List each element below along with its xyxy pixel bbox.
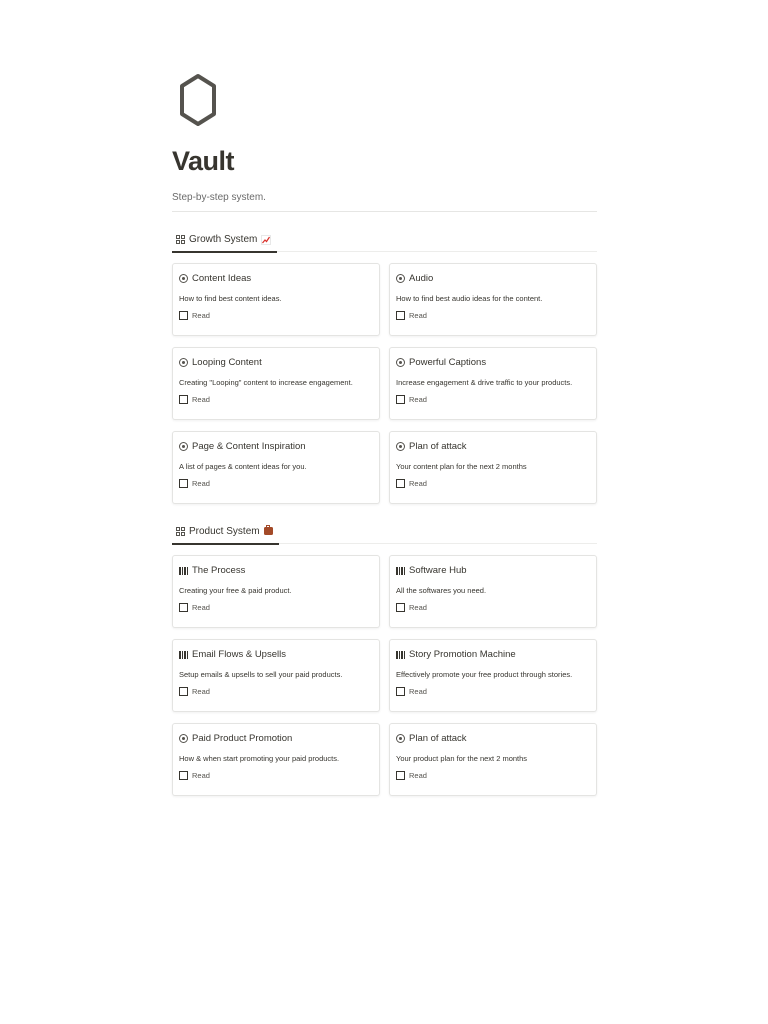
target-icon — [396, 442, 405, 451]
card-description: Effectively promote your free product through stories. — [396, 670, 573, 679]
read-label: Read — [409, 479, 427, 488]
page-subtitle: Step-by-step system. — [172, 192, 597, 212]
target-icon — [396, 358, 405, 367]
chart-increasing-icon — [261, 235, 271, 245]
card-title-row — [396, 440, 590, 453]
card-title: Page & Content Inspiration — [192, 441, 306, 452]
read-label: Read — [409, 603, 427, 612]
barcode-icon — [179, 651, 188, 659]
view-tab[interactable] — [172, 521, 279, 545]
view-tab-label: Growth System — [189, 234, 258, 245]
gallery-card[interactable] — [172, 347, 380, 420]
card-description: Your product plan for the next 2 months — [396, 754, 528, 763]
card-title: Paid Product Promotion — [192, 733, 293, 744]
gallery-card[interactable] — [172, 555, 380, 628]
card-description: A list of pages & content ideas for you. — [179, 462, 307, 471]
read-checkbox[interactable] — [179, 395, 188, 404]
read-checkbox[interactable] — [179, 603, 188, 612]
view-tab[interactable] — [172, 229, 277, 253]
gallery-card[interactable] — [172, 639, 380, 712]
card-title-row — [396, 732, 590, 745]
card-title-row — [179, 648, 373, 661]
card-description: Creating your free & paid product. — [179, 586, 292, 595]
read-property — [179, 395, 373, 404]
gallery-section — [172, 518, 597, 796]
read-checkbox[interactable] — [396, 395, 405, 404]
gallery-card[interactable] — [389, 347, 597, 420]
view-tab-bar — [172, 518, 597, 544]
barcode-icon — [396, 567, 405, 575]
read-property — [396, 771, 590, 780]
card-title: Looping Content — [192, 357, 262, 368]
read-property — [396, 395, 590, 404]
card-title-row — [179, 356, 373, 369]
read-property — [179, 479, 373, 488]
card-description: Creating "Looping" content to increase engagement. — [179, 378, 353, 387]
read-checkbox[interactable] — [396, 603, 405, 612]
view-tab-bar — [172, 226, 597, 252]
page — [172, 72, 597, 796]
card-description: How to find best audio ideas for the content. — [396, 294, 543, 303]
gallery-grid-icon — [176, 527, 185, 536]
card-description: All the softwares you need. — [396, 586, 487, 595]
card-title-row — [179, 732, 373, 745]
card-title-row — [179, 564, 373, 577]
hexagon-icon[interactable] — [176, 72, 220, 128]
read-label: Read — [192, 395, 210, 404]
gallery-section — [172, 226, 597, 504]
read-property — [396, 603, 590, 612]
card-description: How & when start promoting your paid products. — [179, 754, 340, 763]
card-title-row — [396, 648, 590, 661]
read-checkbox[interactable] — [396, 479, 405, 488]
read-property — [179, 603, 373, 612]
card-title: Plan of attack — [409, 441, 467, 452]
barcode-icon — [179, 567, 188, 575]
read-checkbox[interactable] — [396, 771, 405, 780]
target-icon — [179, 274, 188, 283]
card-title-row — [396, 272, 590, 285]
gallery-card[interactable] — [389, 263, 597, 336]
gallery-card[interactable] — [389, 555, 597, 628]
card-title-row — [396, 564, 590, 577]
card-title: Story Promotion Machine — [409, 649, 516, 660]
read-label: Read — [192, 311, 210, 320]
read-checkbox[interactable] — [179, 687, 188, 696]
gallery-card[interactable] — [389, 723, 597, 796]
read-checkbox[interactable] — [396, 687, 405, 696]
read-property — [396, 479, 590, 488]
read-property — [396, 687, 590, 696]
barcode-icon — [396, 651, 405, 659]
card-title: Email Flows & Upsells — [192, 649, 286, 660]
gallery-grid-icon — [176, 235, 185, 244]
target-icon — [179, 734, 188, 743]
card-title-row — [396, 356, 590, 369]
read-checkbox[interactable] — [179, 479, 188, 488]
gallery-card[interactable] — [172, 263, 380, 336]
card-title: The Process — [192, 565, 246, 576]
gallery-cards — [172, 555, 597, 796]
target-icon — [396, 734, 405, 743]
card-title: Plan of attack — [409, 733, 467, 744]
gallery-card[interactable] — [172, 431, 380, 504]
view-tab-label: Product System — [189, 526, 260, 537]
read-property — [179, 771, 373, 780]
target-icon — [396, 274, 405, 283]
read-label: Read — [409, 687, 427, 696]
read-label: Read — [192, 687, 210, 696]
read-label: Read — [409, 395, 427, 404]
card-description: Increase engagement & drive traffic to your products. — [396, 378, 573, 387]
read-label: Read — [192, 479, 210, 488]
sections — [172, 226, 597, 796]
read-label: Read — [409, 771, 427, 780]
card-title: Powerful Captions — [409, 357, 487, 368]
card-title: Software Hub — [409, 565, 467, 576]
page-title: Vault — [172, 146, 235, 176]
card-title: Content Ideas — [192, 273, 252, 284]
read-checkbox[interactable] — [396, 311, 405, 320]
card-description: Setup emails & upsells to sell your paid products. — [179, 670, 343, 679]
card-description: How to find best content ideas. — [179, 294, 282, 303]
card-title-row — [179, 440, 373, 453]
read-label: Read — [192, 603, 210, 612]
gallery-card[interactable] — [389, 639, 597, 712]
gallery-card[interactable] — [389, 431, 597, 504]
card-title: Audio — [409, 273, 434, 284]
briefcase-icon — [264, 527, 273, 535]
read-label: Read — [192, 771, 210, 780]
read-label: Read — [409, 311, 427, 320]
read-property — [179, 311, 373, 320]
target-icon — [179, 358, 188, 367]
gallery-cards — [172, 263, 597, 504]
card-description: Your content plan for the next 2 months — [396, 462, 527, 471]
gallery-card[interactable] — [172, 723, 380, 796]
target-icon — [179, 442, 188, 451]
read-checkbox[interactable] — [179, 311, 188, 320]
card-title-row — [179, 272, 373, 285]
read-property — [396, 311, 590, 320]
read-property — [179, 687, 373, 696]
read-checkbox[interactable] — [179, 771, 188, 780]
